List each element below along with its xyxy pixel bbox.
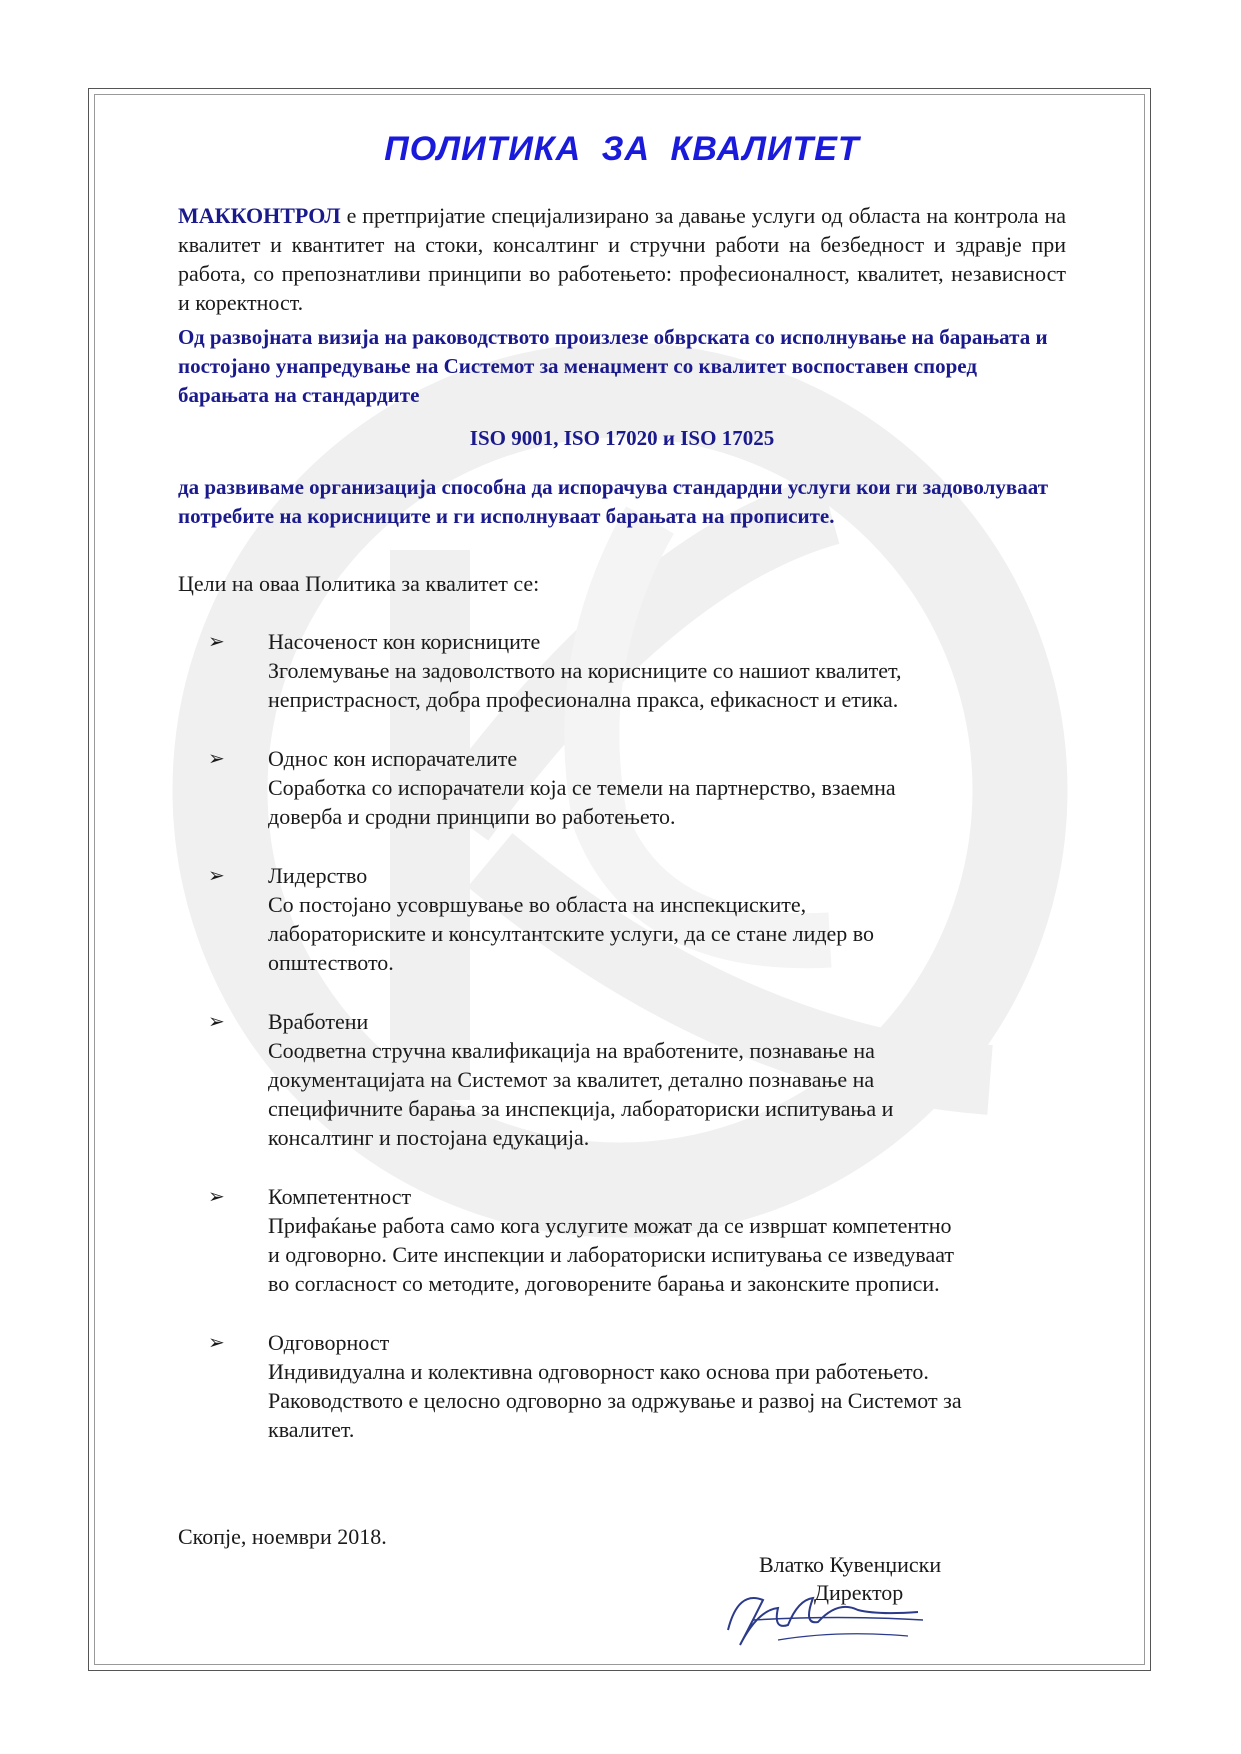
goal-description-line: специфичните барања за инспекција, лабораториски испитувања и <box>268 1096 894 1121</box>
arrow-bullet-icon: ➢ <box>208 863 225 887</box>
intro-text: е претпријатие специјализирано за давање услуги од областа на контрола на квалитет и квантитет на стоки, консалтинг и стручни работи на безбедност и здравје при работа, со препознатливи принципи во работењето: професионалност, квалитет, независност и коректност. <box>178 203 1066 315</box>
goal-heading: Одговорност <box>268 1330 390 1355</box>
goal-heading: Однос кон испорачателите <box>268 746 518 771</box>
arrow-bullet-icon: ➢ <box>208 1009 225 1033</box>
intro-paragraph <box>178 201 1066 317</box>
place-date: Скопје, ноември 2018. <box>178 1524 387 1549</box>
signer-name: Влатко Кувенџиски <box>759 1552 942 1577</box>
goal-description-line: Зголемување на задоволството на корисниците со нашиот квалитет, <box>268 658 902 683</box>
document-body <box>178 130 1066 1444</box>
goal-heading: Насоченост кон корисниците <box>268 629 541 654</box>
arrow-bullet-icon: ➢ <box>208 746 225 770</box>
goals-intro: Цели на оваа Политика за квалитет се: <box>178 571 540 596</box>
standards-line: ISO 9001, ISO 17020 и ISO 17025 <box>469 426 775 450</box>
goal-item <box>178 861 1066 977</box>
goal-description-line: Со постојано усовршување во областа на инспекциските, <box>268 892 807 917</box>
goal-description-line: доверба и сродни принципи во работењето. <box>268 804 676 829</box>
goal-item <box>178 627 1066 714</box>
handwritten-signature <box>718 1570 938 1660</box>
goals-list <box>178 627 1066 1444</box>
goal-description-line: лабораториските и консултантските услуги, да се стане лидер во <box>268 921 875 946</box>
goal-heading: Лидерство <box>268 863 368 888</box>
signer-title: Директор <box>814 1580 904 1605</box>
goal-description-line: општеството. <box>268 950 394 975</box>
goal-item <box>178 744 1066 831</box>
arrow-bullet-icon: ➢ <box>208 629 225 653</box>
page-title: ПОЛИТИКА ЗА КВАЛИТЕТ <box>384 130 860 168</box>
goal-description-line: квалитет. <box>268 1417 355 1442</box>
goal-heading: Компетентност <box>268 1184 412 1209</box>
goal-item <box>178 1182 1066 1298</box>
goal-description-line: Соодветна стручна квалификација на вработените, познавање на <box>268 1038 875 1063</box>
goal-item <box>178 1007 1066 1152</box>
goal-description-line: во согласност со методите, договорените барања и законските прописи. <box>268 1271 940 1296</box>
aim-paragraph: да развиваме организација способна да испорачува стандардни услуги кои ги задоволуваат потребите на корисниците и ги исполнуваат барањата на прописите. <box>178 475 1049 528</box>
goal-heading: Вработени <box>268 1009 369 1034</box>
company-name: МАККОНТРОЛ <box>178 203 341 228</box>
goal-description-line: Прифаќање работа само кога услугите можат да се извршат компетентно <box>268 1213 952 1238</box>
goal-description-line: и одговорно. Сите инспекции и лабораториски испитувања се изведуваат <box>268 1242 955 1267</box>
arrow-bullet-icon: ➢ <box>208 1330 225 1354</box>
goal-description-line: Раководството е целосно одговорно за одржување и развој на Системот за <box>268 1388 962 1413</box>
commitment-paragraph: Од развојната визија на раководството произлезе обврската со исполнување на барањата и постојано унапредување на Системот за менаџмент со квалитет воспоставен според барањата на стандардите <box>178 325 1048 407</box>
goal-description-line: непристрасност, добра професионална пракса, ефикасност и етика. <box>268 687 899 712</box>
arrow-bullet-icon: ➢ <box>208 1184 225 1208</box>
goal-description-line: консалтинг и постојана едукација. <box>268 1125 590 1150</box>
goal-description-line: Соработка со испорачатели која се темели на партнерство, взаемна <box>268 775 896 800</box>
goal-item <box>178 1328 1066 1444</box>
goal-description-line: Индивидуална и колективна одговорност како основа при работењето. <box>268 1359 929 1384</box>
goal-description-line: документацијата на Системот за квалитет, детално познавање на <box>268 1067 875 1092</box>
